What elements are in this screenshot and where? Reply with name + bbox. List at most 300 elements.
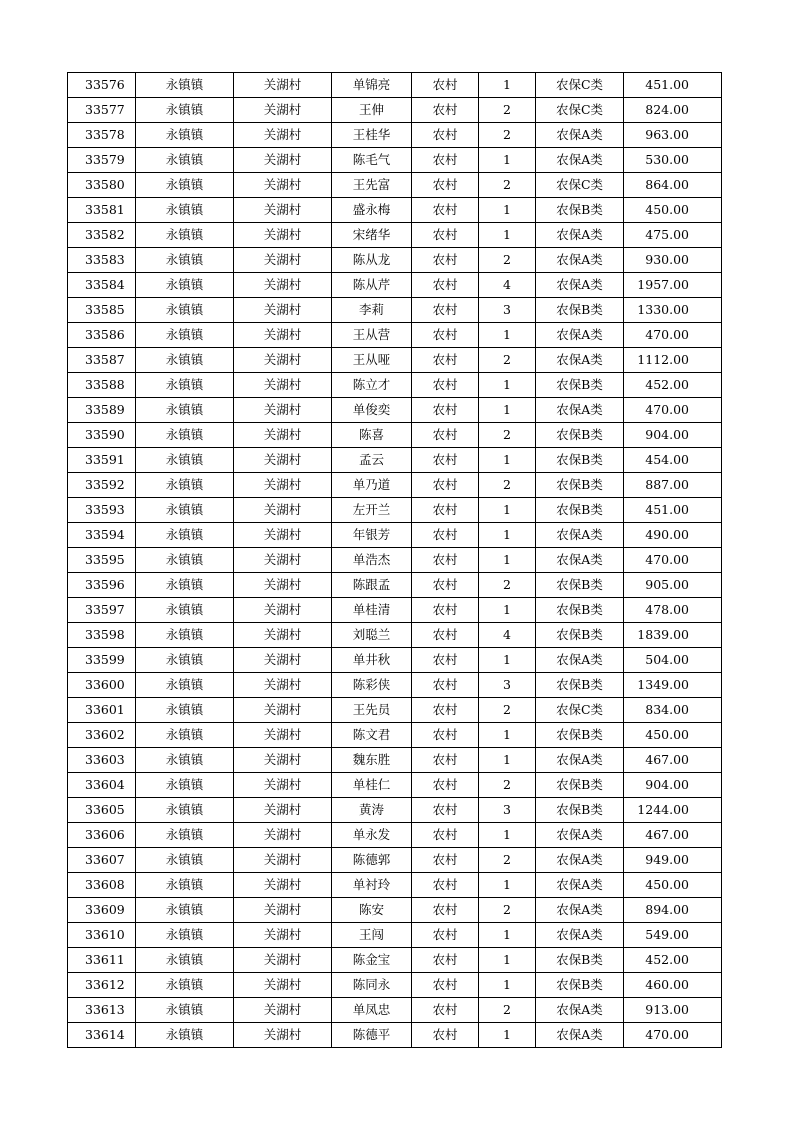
- town-cell: 永镇镇: [136, 873, 234, 898]
- table-row: [68, 348, 722, 373]
- village-cell: 关湖村: [234, 598, 332, 623]
- town-cell: 永镇镇: [136, 773, 234, 798]
- village-cell: 关湖村: [234, 173, 332, 198]
- insurance-category-cell: 农保B类: [536, 623, 624, 648]
- town-cell: 永镇镇: [136, 248, 234, 273]
- table-row: [68, 548, 722, 573]
- amount-cell: 470.00: [624, 548, 722, 573]
- amount-cell: 824.00: [624, 98, 722, 123]
- record-id-cell: 33576: [68, 73, 136, 98]
- town-cell: 永镇镇: [136, 273, 234, 298]
- table-row: [68, 823, 722, 848]
- household-head-cell: 单桂清: [332, 598, 412, 623]
- amount-cell: 470.00: [624, 398, 722, 423]
- member-count-cell: 1: [479, 223, 536, 248]
- table-row: [68, 623, 722, 648]
- amount-cell: 452.00: [624, 948, 722, 973]
- member-count-cell: 1: [479, 873, 536, 898]
- insurance-category-cell: 农保A类: [536, 998, 624, 1023]
- amount-cell: 504.00: [624, 648, 722, 673]
- village-cell: 关湖村: [234, 548, 332, 573]
- village-cell: 关湖村: [234, 948, 332, 973]
- table-row: [68, 498, 722, 523]
- insurance-category-cell: 农保A类: [536, 873, 624, 898]
- record-id-cell: 33583: [68, 248, 136, 273]
- insurance-category-cell: 农保B类: [536, 773, 624, 798]
- household-head-cell: 王闯: [332, 923, 412, 948]
- village-cell: 关湖村: [234, 898, 332, 923]
- town-cell: 永镇镇: [136, 673, 234, 698]
- town-cell: 永镇镇: [136, 923, 234, 948]
- area-type-cell: 农村: [412, 798, 479, 823]
- member-count-cell: 1: [479, 398, 536, 423]
- record-id-cell: 33598: [68, 623, 136, 648]
- area-type-cell: 农村: [412, 973, 479, 998]
- area-type-cell: 农村: [412, 448, 479, 473]
- amount-cell: 834.00: [624, 698, 722, 723]
- household-head-cell: 单凤忠: [332, 998, 412, 1023]
- village-cell: 关湖村: [234, 723, 332, 748]
- household-head-cell: 单浩杰: [332, 548, 412, 573]
- household-head-cell: 王从营: [332, 323, 412, 348]
- household-head-cell: 年银芳: [332, 523, 412, 548]
- town-cell: 永镇镇: [136, 473, 234, 498]
- member-count-cell: 3: [479, 798, 536, 823]
- household-head-cell: 盛永梅: [332, 198, 412, 223]
- table-row: [68, 1023, 722, 1048]
- member-count-cell: 2: [479, 423, 536, 448]
- table-row: [68, 723, 722, 748]
- household-head-cell: 单衬玲: [332, 873, 412, 898]
- area-type-cell: 农村: [412, 248, 479, 273]
- record-id-cell: 33587: [68, 348, 136, 373]
- member-count-cell: 2: [479, 123, 536, 148]
- town-cell: 永镇镇: [136, 998, 234, 1023]
- insurance-category-cell: 农保A类: [536, 148, 624, 173]
- table-row: [68, 698, 722, 723]
- area-type-cell: 农村: [412, 898, 479, 923]
- amount-cell: 949.00: [624, 848, 722, 873]
- town-cell: 永镇镇: [136, 698, 234, 723]
- area-type-cell: 农村: [412, 673, 479, 698]
- household-head-cell: 陈喜: [332, 423, 412, 448]
- record-id-cell: 33602: [68, 723, 136, 748]
- record-id-cell: 33589: [68, 398, 136, 423]
- table-row: [68, 648, 722, 673]
- table-row: [68, 248, 722, 273]
- table-body: [68, 73, 722, 1048]
- insurance-category-cell: 农保B类: [536, 423, 624, 448]
- village-cell: 关湖村: [234, 698, 332, 723]
- village-cell: 关湖村: [234, 198, 332, 223]
- village-cell: 关湖村: [234, 73, 332, 98]
- household-head-cell: 单井秋: [332, 648, 412, 673]
- household-head-cell: 陈金宝: [332, 948, 412, 973]
- insurance-category-cell: 农保A类: [536, 1023, 624, 1048]
- household-head-cell: 陈毛气: [332, 148, 412, 173]
- table-row: [68, 898, 722, 923]
- record-id-cell: 33579: [68, 148, 136, 173]
- household-head-cell: 陈同永: [332, 973, 412, 998]
- record-id-cell: 33601: [68, 698, 136, 723]
- insurance-category-cell: 农保B类: [536, 198, 624, 223]
- village-cell: 关湖村: [234, 623, 332, 648]
- insurance-category-cell: 农保A类: [536, 348, 624, 373]
- town-cell: 永镇镇: [136, 548, 234, 573]
- village-cell: 关湖村: [234, 523, 332, 548]
- table-row: [68, 423, 722, 448]
- town-cell: 永镇镇: [136, 298, 234, 323]
- table-row: [68, 173, 722, 198]
- village-cell: 关湖村: [234, 873, 332, 898]
- table-row: [68, 298, 722, 323]
- record-id-cell: 33609: [68, 898, 136, 923]
- insurance-category-cell: 农保C类: [536, 173, 624, 198]
- town-cell: 永镇镇: [136, 823, 234, 848]
- area-type-cell: 农村: [412, 348, 479, 373]
- village-cell: 关湖村: [234, 998, 332, 1023]
- table-row: [68, 273, 722, 298]
- member-count-cell: 1: [479, 748, 536, 773]
- insurance-category-cell: 农保B类: [536, 948, 624, 973]
- amount-cell: 1957.00: [624, 273, 722, 298]
- household-head-cell: 陈跟孟: [332, 573, 412, 598]
- household-head-cell: 陈从龙: [332, 248, 412, 273]
- insurance-category-cell: 农保C类: [536, 98, 624, 123]
- table-row: [68, 123, 722, 148]
- member-count-cell: 2: [479, 898, 536, 923]
- amount-cell: 905.00: [624, 573, 722, 598]
- table-row: [68, 223, 722, 248]
- town-cell: 永镇镇: [136, 723, 234, 748]
- insurance-category-cell: 农保B类: [536, 298, 624, 323]
- village-cell: 关湖村: [234, 123, 332, 148]
- insurance-category-cell: 农保B类: [536, 373, 624, 398]
- insurance-category-cell: 农保A类: [536, 823, 624, 848]
- town-cell: 永镇镇: [136, 373, 234, 398]
- area-type-cell: 农村: [412, 473, 479, 498]
- amount-cell: 450.00: [624, 198, 722, 223]
- member-count-cell: 2: [479, 698, 536, 723]
- insurance-category-cell: 农保B类: [536, 973, 624, 998]
- household-head-cell: 单永发: [332, 823, 412, 848]
- amount-cell: 1244.00: [624, 798, 722, 823]
- record-id-cell: 33606: [68, 823, 136, 848]
- member-count-cell: 4: [479, 273, 536, 298]
- member-count-cell: 2: [479, 473, 536, 498]
- member-count-cell: 1: [479, 198, 536, 223]
- town-cell: 永镇镇: [136, 948, 234, 973]
- insurance-category-cell: 农保B类: [536, 473, 624, 498]
- record-id-cell: 33599: [68, 648, 136, 673]
- member-count-cell: 4: [479, 623, 536, 648]
- record-id-cell: 33591: [68, 448, 136, 473]
- record-id-cell: 33600: [68, 673, 136, 698]
- member-count-cell: 1: [479, 373, 536, 398]
- town-cell: 永镇镇: [136, 598, 234, 623]
- area-type-cell: 农村: [412, 198, 479, 223]
- member-count-cell: 1: [479, 148, 536, 173]
- record-id-cell: 33585: [68, 298, 136, 323]
- record-id-cell: 33588: [68, 373, 136, 398]
- record-id-cell: 33580: [68, 173, 136, 198]
- household-head-cell: 单锦亮: [332, 73, 412, 98]
- table-row: [68, 973, 722, 998]
- data-table: [67, 72, 722, 1048]
- village-cell: 关湖村: [234, 248, 332, 273]
- household-head-cell: 陈立才: [332, 373, 412, 398]
- record-id-cell: 33577: [68, 98, 136, 123]
- insurance-category-cell: 农保A类: [536, 648, 624, 673]
- record-id-cell: 33605: [68, 798, 136, 823]
- insurance-category-cell: 农保B类: [536, 673, 624, 698]
- member-count-cell: 1: [479, 823, 536, 848]
- area-type-cell: 农村: [412, 98, 479, 123]
- insurance-category-cell: 农保B类: [536, 723, 624, 748]
- household-head-cell: 陈彩侠: [332, 673, 412, 698]
- table-row: [68, 573, 722, 598]
- household-head-cell: 陈安: [332, 898, 412, 923]
- record-id-cell: 33604: [68, 773, 136, 798]
- insurance-category-cell: 农保C类: [536, 73, 624, 98]
- record-id-cell: 33612: [68, 973, 136, 998]
- table-row: [68, 473, 722, 498]
- amount-cell: 1112.00: [624, 348, 722, 373]
- village-cell: 关湖村: [234, 773, 332, 798]
- insurance-category-cell: 农保B类: [536, 573, 624, 598]
- member-count-cell: 1: [479, 523, 536, 548]
- area-type-cell: 农村: [412, 1023, 479, 1048]
- town-cell: 永镇镇: [136, 1023, 234, 1048]
- member-count-cell: 1: [479, 973, 536, 998]
- record-id-cell: 33597: [68, 598, 136, 623]
- amount-cell: 460.00: [624, 973, 722, 998]
- record-id-cell: 33582: [68, 223, 136, 248]
- amount-cell: 864.00: [624, 173, 722, 198]
- insurance-category-cell: 农保A类: [536, 523, 624, 548]
- town-cell: 永镇镇: [136, 748, 234, 773]
- amount-cell: 470.00: [624, 323, 722, 348]
- table-row: [68, 323, 722, 348]
- area-type-cell: 农村: [412, 223, 479, 248]
- area-type-cell: 农村: [412, 298, 479, 323]
- household-head-cell: 黄涛: [332, 798, 412, 823]
- table-row: [68, 873, 722, 898]
- area-type-cell: 农村: [412, 623, 479, 648]
- amount-cell: 467.00: [624, 823, 722, 848]
- record-id-cell: 33584: [68, 273, 136, 298]
- village-cell: 关湖村: [234, 1023, 332, 1048]
- member-count-cell: 1: [479, 648, 536, 673]
- table-row: [68, 798, 722, 823]
- household-head-cell: 王从哑: [332, 348, 412, 373]
- town-cell: 永镇镇: [136, 123, 234, 148]
- record-id-cell: 33590: [68, 423, 136, 448]
- member-count-cell: 1: [479, 448, 536, 473]
- amount-cell: 904.00: [624, 773, 722, 798]
- town-cell: 永镇镇: [136, 898, 234, 923]
- village-cell: 关湖村: [234, 423, 332, 448]
- amount-cell: 904.00: [624, 423, 722, 448]
- household-head-cell: 李莉: [332, 298, 412, 323]
- village-cell: 关湖村: [234, 373, 332, 398]
- village-cell: 关湖村: [234, 498, 332, 523]
- record-id-cell: 33613: [68, 998, 136, 1023]
- member-count-cell: 2: [479, 773, 536, 798]
- insurance-category-cell: 农保A类: [536, 898, 624, 923]
- record-id-cell: 33578: [68, 123, 136, 148]
- town-cell: 永镇镇: [136, 798, 234, 823]
- village-cell: 关湖村: [234, 98, 332, 123]
- amount-cell: 450.00: [624, 873, 722, 898]
- household-head-cell: 陈德郭: [332, 848, 412, 873]
- table-row: [68, 773, 722, 798]
- area-type-cell: 农村: [412, 423, 479, 448]
- town-cell: 永镇镇: [136, 648, 234, 673]
- household-head-cell: 单桂仁: [332, 773, 412, 798]
- amount-cell: 530.00: [624, 148, 722, 173]
- household-head-cell: 王伸: [332, 98, 412, 123]
- village-cell: 关湖村: [234, 323, 332, 348]
- household-head-cell: 孟云: [332, 448, 412, 473]
- member-count-cell: 2: [479, 573, 536, 598]
- insurance-category-cell: 农保A类: [536, 323, 624, 348]
- village-cell: 关湖村: [234, 973, 332, 998]
- town-cell: 永镇镇: [136, 573, 234, 598]
- village-cell: 关湖村: [234, 748, 332, 773]
- table-row: [68, 923, 722, 948]
- town-cell: 永镇镇: [136, 173, 234, 198]
- table-row: [68, 373, 722, 398]
- member-count-cell: 3: [479, 298, 536, 323]
- amount-cell: 549.00: [624, 923, 722, 948]
- insurance-category-cell: 农保A类: [536, 398, 624, 423]
- household-head-cell: 左开兰: [332, 498, 412, 523]
- town-cell: 永镇镇: [136, 848, 234, 873]
- town-cell: 永镇镇: [136, 623, 234, 648]
- member-count-cell: 1: [479, 548, 536, 573]
- village-cell: 关湖村: [234, 923, 332, 948]
- amount-cell: 930.00: [624, 248, 722, 273]
- amount-cell: 913.00: [624, 998, 722, 1023]
- amount-cell: 452.00: [624, 373, 722, 398]
- village-cell: 关湖村: [234, 398, 332, 423]
- member-count-cell: 1: [479, 73, 536, 98]
- record-id-cell: 33603: [68, 748, 136, 773]
- record-id-cell: 33614: [68, 1023, 136, 1048]
- area-type-cell: 农村: [412, 73, 479, 98]
- member-count-cell: 1: [479, 723, 536, 748]
- town-cell: 永镇镇: [136, 348, 234, 373]
- household-head-cell: 陈从芹: [332, 273, 412, 298]
- record-id-cell: 33611: [68, 948, 136, 973]
- town-cell: 永镇镇: [136, 98, 234, 123]
- table-row: [68, 948, 722, 973]
- village-cell: 关湖村: [234, 823, 332, 848]
- village-cell: 关湖村: [234, 348, 332, 373]
- village-cell: 关湖村: [234, 573, 332, 598]
- area-type-cell: 农村: [412, 773, 479, 798]
- amount-cell: 450.00: [624, 723, 722, 748]
- village-cell: 关湖村: [234, 448, 332, 473]
- area-type-cell: 农村: [412, 598, 479, 623]
- village-cell: 关湖村: [234, 848, 332, 873]
- household-head-cell: 王桂华: [332, 123, 412, 148]
- member-count-cell: 2: [479, 173, 536, 198]
- record-id-cell: 33594: [68, 523, 136, 548]
- town-cell: 永镇镇: [136, 323, 234, 348]
- member-count-cell: 1: [479, 1023, 536, 1048]
- member-count-cell: 2: [479, 848, 536, 873]
- insurance-category-cell: 农保A类: [536, 748, 624, 773]
- member-count-cell: 2: [479, 348, 536, 373]
- town-cell: 永镇镇: [136, 198, 234, 223]
- amount-cell: 454.00: [624, 448, 722, 473]
- town-cell: 永镇镇: [136, 223, 234, 248]
- table-row: [68, 398, 722, 423]
- area-type-cell: 农村: [412, 823, 479, 848]
- village-cell: 关湖村: [234, 798, 332, 823]
- table-row: [68, 848, 722, 873]
- member-count-cell: 2: [479, 998, 536, 1023]
- record-id-cell: 33607: [68, 848, 136, 873]
- amount-cell: 1839.00: [624, 623, 722, 648]
- village-cell: 关湖村: [234, 473, 332, 498]
- amount-cell: 1349.00: [624, 673, 722, 698]
- household-head-cell: 魏东胜: [332, 748, 412, 773]
- area-type-cell: 农村: [412, 398, 479, 423]
- table-row: [68, 148, 722, 173]
- household-head-cell: 单乃道: [332, 473, 412, 498]
- insurance-category-cell: 农保A类: [536, 273, 624, 298]
- household-head-cell: 王先富: [332, 173, 412, 198]
- record-id-cell: 33595: [68, 548, 136, 573]
- area-type-cell: 农村: [412, 748, 479, 773]
- insurance-category-cell: 农保C类: [536, 698, 624, 723]
- table-row: [68, 998, 722, 1023]
- amount-cell: 1330.00: [624, 298, 722, 323]
- village-cell: 关湖村: [234, 273, 332, 298]
- household-head-cell: 陈文君: [332, 723, 412, 748]
- insurance-category-cell: 农保B类: [536, 598, 624, 623]
- area-type-cell: 农村: [412, 723, 479, 748]
- village-cell: 关湖村: [234, 223, 332, 248]
- town-cell: 永镇镇: [136, 523, 234, 548]
- insurance-category-cell: 农保A类: [536, 248, 624, 273]
- village-cell: 关湖村: [234, 648, 332, 673]
- area-type-cell: 农村: [412, 173, 479, 198]
- town-cell: 永镇镇: [136, 398, 234, 423]
- area-type-cell: 农村: [412, 548, 479, 573]
- member-count-cell: 1: [479, 948, 536, 973]
- household-head-cell: 陈德平: [332, 1023, 412, 1048]
- town-cell: 永镇镇: [136, 973, 234, 998]
- member-count-cell: 3: [479, 673, 536, 698]
- area-type-cell: 农村: [412, 698, 479, 723]
- town-cell: 永镇镇: [136, 498, 234, 523]
- amount-cell: 894.00: [624, 898, 722, 923]
- amount-cell: 475.00: [624, 223, 722, 248]
- town-cell: 永镇镇: [136, 448, 234, 473]
- record-id-cell: 33581: [68, 198, 136, 223]
- town-cell: 永镇镇: [136, 73, 234, 98]
- insurance-category-cell: 农保B类: [536, 498, 624, 523]
- insurance-category-cell: 农保B类: [536, 798, 624, 823]
- amount-cell: 887.00: [624, 473, 722, 498]
- insurance-category-cell: 农保A类: [536, 548, 624, 573]
- insurance-category-cell: 农保A类: [536, 123, 624, 148]
- household-head-cell: 王先员: [332, 698, 412, 723]
